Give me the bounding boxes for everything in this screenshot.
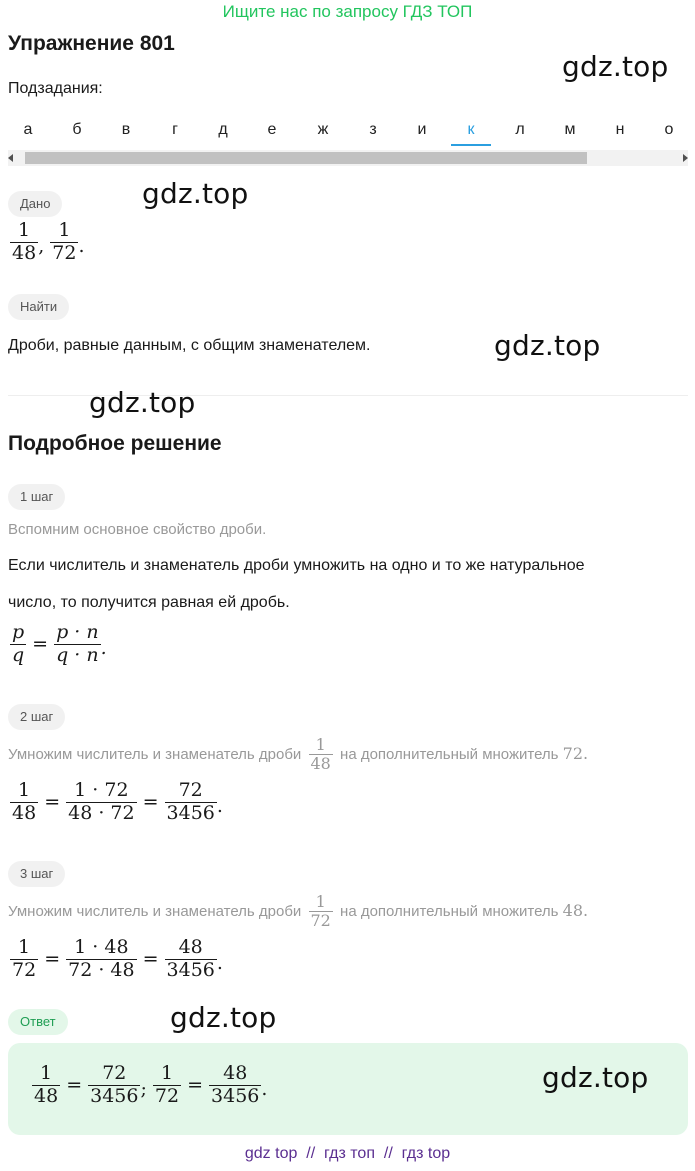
tab-e[interactable]: е <box>267 121 277 138</box>
watermark: gdz.top <box>170 1001 277 1034</box>
solution-title: Подробное решение <box>8 432 222 455</box>
footer-links[interactable]: gdz top // гдз топ // гдз top <box>244 1145 451 1162</box>
step-3-badge: 3 шаг <box>8 861 65 887</box>
tab-k[interactable]: к <box>451 116 491 146</box>
subtask-tabs <box>3 116 692 150</box>
scroll-thumb[interactable] <box>25 152 587 164</box>
given-fractions: $\frac{1}{48}$ , $\frac{1}{72}$ . <box>12 219 85 264</box>
tab-i[interactable]: и <box>417 121 427 138</box>
search-hint-link[interactable]: Ищите нас по запросу ГДЗ ТОП <box>222 2 473 21</box>
step-2-equation: $\frac{1}{48}$ = $\frac{1 \cdot 72}{48 \cdot 72}$ = $\frac{72}{3456}$ . <box>12 779 223 824</box>
find-text: Дроби, равные данным, с общим знаменателем. <box>8 337 371 354</box>
given-badge: Дано <box>8 191 62 217</box>
tab-zh[interactable]: ж <box>317 121 329 138</box>
watermark: gdz.top <box>494 329 601 362</box>
tab-g[interactable]: г <box>172 121 178 138</box>
tab-b[interactable]: б <box>72 121 82 138</box>
tab-a[interactable]: а <box>23 121 33 138</box>
step-1-text-line-1: Если числитель и знаменатель дроби умножить на одно и то же натуральное <box>8 557 585 574</box>
step-1-hint: Вспомним основное свойство дроби. <box>8 521 267 538</box>
page-title: Упражнение 801 <box>8 32 175 55</box>
step-2-badge: 2 шаг <box>8 704 65 730</box>
answer-equation: $\frac{1}{48}$ = $\frac{72}{3456}$ ; $\frac{1}{72}$ = $\frac{48}{3456}$ . <box>34 1062 268 1107</box>
answer-badge: Ответ <box>8 1009 68 1035</box>
tabs-scrollbar[interactable] <box>8 150 688 166</box>
tab-n[interactable]: н <box>615 121 625 138</box>
tab-d[interactable]: д <box>218 121 228 138</box>
answer-box <box>8 1043 688 1135</box>
step-1-formula: $\frac{p}{q}$ = $\frac{p \cdot n}{q \cdot n}$ . <box>12 621 107 666</box>
watermark: gdz.top <box>542 1061 649 1094</box>
find-badge: Найти <box>8 294 69 320</box>
tab-l[interactable]: л <box>515 121 525 138</box>
tab-v[interactable]: в <box>121 121 131 138</box>
tab-m[interactable]: м <box>564 121 576 138</box>
step-2-hint: Умножим числитель и знаменатель дроби $\frac{1}{48}$ на дополнительный множитель 72. <box>8 735 589 774</box>
step-3-equation: $\frac{1}{72}$ = $\frac{1 \cdot 48}{72 \cdot 48}$ = $\frac{48}{3456}$ . <box>12 936 223 981</box>
watermark: gdz.top <box>142 177 249 210</box>
tab-o[interactable]: о <box>664 121 674 138</box>
watermark: gdz.top <box>562 50 669 83</box>
step-3-hint: Умножим числитель и знаменатель дроби $\frac{1}{72}$ на дополнительный множитель 48. <box>8 892 589 931</box>
step-1-badge: 1 шаг <box>8 484 65 510</box>
step-1-text-line-2: число, то получится равная ей дробь. <box>8 594 290 611</box>
watermark: gdz.top <box>89 386 196 419</box>
subtasks-label: Подзадания: <box>8 80 103 97</box>
tab-z[interactable]: з <box>369 121 377 138</box>
scroll-right-icon[interactable] <box>683 154 688 162</box>
scroll-left-icon[interactable] <box>8 154 13 162</box>
